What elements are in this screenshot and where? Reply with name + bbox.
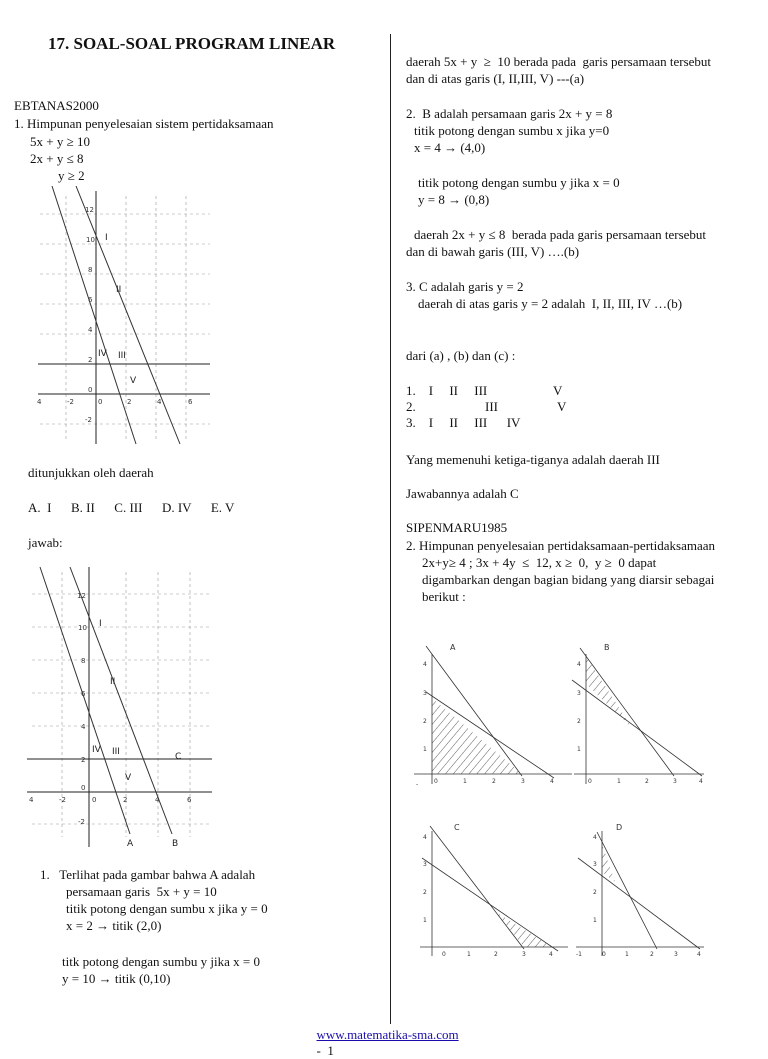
right-text: daerah 2x + y ≤ 8 berada pada garis persamaan tersebut bbox=[414, 227, 707, 242]
region-label: V bbox=[125, 773, 132, 783]
y-tick: 0 bbox=[81, 784, 86, 792]
summary-row-2: V bbox=[557, 399, 567, 414]
x-tick: 0 bbox=[98, 398, 103, 406]
question-2-text: berikut : bbox=[422, 589, 466, 604]
y-tick: 0 bbox=[88, 386, 93, 394]
page-title: 17. SOAL-SOAL PROGRAM LINEAR bbox=[48, 34, 336, 53]
right-text: dari (a) , (b) dan (c) : bbox=[406, 348, 516, 363]
explanation-3: titik potong dengan sumbu x jika y = 0 bbox=[66, 901, 268, 916]
summary-row-3: 3. I II III IV bbox=[406, 415, 521, 430]
x-tick: 4 bbox=[697, 951, 701, 958]
y-tick: 1 bbox=[577, 746, 581, 753]
y-tick: 3 bbox=[577, 690, 581, 697]
footer bbox=[310, 1011, 459, 1059]
y-tick: 6 bbox=[81, 690, 86, 698]
y-tick: 6 bbox=[88, 296, 93, 304]
axes bbox=[27, 567, 212, 847]
x-tick: 3 bbox=[522, 951, 526, 958]
graph-2 bbox=[22, 562, 222, 854]
option-graphs bbox=[412, 636, 768, 966]
inequality-1: 5x + y ≥ 10 bbox=[30, 134, 90, 149]
x-tick: 2 bbox=[645, 778, 649, 785]
grid bbox=[40, 196, 210, 441]
summary-row-2: 2. bbox=[406, 399, 416, 414]
region-label: II bbox=[116, 285, 122, 295]
explanation-5: titk potong dengan sumbu y jika x = 0 bbox=[62, 954, 260, 969]
region-label: III bbox=[118, 351, 126, 361]
graph-label: A bbox=[450, 643, 456, 652]
y-tick: 2 bbox=[423, 889, 427, 896]
column-divider bbox=[390, 34, 391, 1024]
right-text: x = 4 → (4,0) bbox=[414, 140, 486, 155]
source-label: EBTANAS2000 bbox=[14, 98, 99, 113]
y-tick: 8 bbox=[88, 266, 93, 274]
region-label: V bbox=[130, 376, 137, 386]
x-tick: 4 bbox=[155, 796, 160, 804]
y-tick: 2 bbox=[88, 356, 93, 364]
x-tick: 4 bbox=[550, 778, 554, 785]
summary-row-1: 1. I II III bbox=[406, 383, 488, 398]
minus-sign: - bbox=[416, 781, 419, 788]
source-label: SIPENMARU1985 bbox=[406, 520, 508, 535]
region-label: III bbox=[112, 747, 120, 757]
x-tick: 0 bbox=[588, 778, 592, 785]
y-tick: 12 bbox=[85, 206, 94, 214]
x-tick: 2 bbox=[127, 398, 132, 406]
x-tick: 0 bbox=[434, 778, 438, 785]
y-tick: 4 bbox=[593, 834, 597, 841]
y-tick: -2 bbox=[85, 416, 92, 424]
graph-label: D bbox=[616, 823, 623, 832]
footer-site-link[interactable]: www.matematika-sma.com bbox=[316, 1027, 459, 1042]
x-tick: 0 bbox=[602, 951, 606, 958]
graph-c bbox=[420, 823, 568, 958]
graph-1 bbox=[30, 186, 220, 448]
x-tick: 1 bbox=[467, 951, 471, 958]
graph-label: B bbox=[604, 643, 610, 652]
y-tick: 4 bbox=[81, 723, 86, 731]
summary-row-2: III bbox=[485, 399, 498, 414]
region-label: I bbox=[99, 619, 102, 629]
y-tick: 3 bbox=[423, 861, 427, 868]
explanation-1: 1. Terlihat pada gambar bahwa A adalah bbox=[40, 867, 256, 882]
y-tick: 4 bbox=[88, 326, 93, 334]
inequality-2: 2x + y ≤ 8 bbox=[30, 151, 84, 166]
line-label: B bbox=[172, 839, 179, 849]
y-tick: 2 bbox=[577, 718, 581, 725]
y-tick: 1 bbox=[593, 917, 597, 924]
region-label: IV bbox=[92, 745, 101, 755]
jawab-label: jawab: bbox=[28, 535, 63, 550]
x-tick: -2 bbox=[59, 796, 66, 804]
region-label: II bbox=[110, 677, 116, 687]
x-tick: 4 bbox=[37, 398, 42, 406]
x-tick: 4 bbox=[157, 398, 162, 406]
y-tick: -2 bbox=[78, 818, 85, 826]
right-text: dan di atas garis (I, II,III, V) ---(a) bbox=[406, 71, 585, 86]
x-tick: 6 bbox=[188, 398, 193, 406]
y-tick: 1 bbox=[423, 917, 427, 924]
x-tick: 0 bbox=[442, 951, 446, 958]
explanation-2: persamaan garis 5x + y = 10 bbox=[66, 884, 217, 899]
conclusion: Yang memenuhi ketiga-tiganya adalah daerah III bbox=[406, 452, 660, 467]
right-text: dan di bawah garis (III, V) ….(b) bbox=[406, 244, 580, 259]
x-tick: -1 bbox=[576, 951, 582, 958]
y-tick: 2 bbox=[81, 756, 86, 764]
x-tick: 2 bbox=[123, 796, 128, 804]
question-1-text: 1. Himpunan penyelesaian sistem pertidaksamaan bbox=[14, 116, 274, 131]
x-tick: 1 bbox=[463, 778, 467, 785]
x-tick: 4 bbox=[29, 796, 34, 804]
x-tick: 4 bbox=[549, 951, 553, 958]
line-label: A bbox=[127, 839, 134, 849]
x-tick: 4 bbox=[699, 778, 703, 785]
constraint-lines bbox=[40, 567, 172, 834]
x-tick: 2 bbox=[650, 951, 654, 958]
y-tick: 1 bbox=[423, 746, 427, 753]
y-tick: 12 bbox=[77, 592, 86, 600]
answer: Jawabannya adalah C bbox=[406, 486, 519, 501]
x-tick: 2 bbox=[492, 778, 496, 785]
explanation-6: y = 10 → titik (0,10) bbox=[62, 971, 171, 986]
right-text: y = 8 → (0,8) bbox=[418, 192, 490, 207]
y-tick: 4 bbox=[423, 661, 427, 668]
x-tick: 6 bbox=[187, 796, 192, 804]
line-label: C bbox=[175, 752, 182, 762]
right-text: titik potong dengan sumbu x jika y=0 bbox=[414, 123, 610, 138]
graph-b bbox=[572, 643, 704, 785]
x-tick: 3 bbox=[674, 951, 678, 958]
x-tick: 1 bbox=[625, 951, 629, 958]
y-tick: 10 bbox=[78, 624, 87, 632]
summary-row-1: V bbox=[553, 383, 563, 398]
y-tick: 3 bbox=[423, 690, 427, 697]
x-tick: 3 bbox=[521, 778, 525, 785]
graph-a bbox=[414, 643, 572, 788]
x-tick: 3 bbox=[673, 778, 677, 785]
inequality-3: y ≥ 2 bbox=[58, 168, 85, 183]
x-tick: 2 bbox=[494, 951, 498, 958]
prompt-text: ditunjukkan oleh daerah bbox=[28, 465, 154, 480]
right-text: daerah 5x + y ≥ 10 berada pada garis persamaan tersebut bbox=[406, 54, 712, 69]
right-text: titik potong dengan sumbu y jika x = 0 bbox=[418, 175, 620, 190]
right-text: 2. B adalah persamaan garis 2x + y = 8 bbox=[406, 106, 613, 121]
y-tick: 10 bbox=[86, 236, 95, 244]
right-text: 3. C adalah garis y = 2 bbox=[406, 279, 524, 294]
y-tick: 8 bbox=[81, 657, 86, 665]
right-text: daerah di atas garis y = 2 adalah I, II, III, IV …(b) bbox=[418, 296, 683, 311]
question-2-text: digambarkan dengan bagian bidang yang diarsir sebagai bbox=[422, 572, 715, 587]
y-tick: 4 bbox=[423, 834, 427, 841]
question-2-text: 2. Himpunan penyelesaian pertidaksamaan-pertidaksamaan bbox=[406, 538, 715, 553]
y-tick: 2 bbox=[423, 718, 427, 725]
region-label: I bbox=[105, 233, 108, 243]
answer-options: A. I B. II C. III D. IV E. V bbox=[28, 500, 235, 515]
x-tick: 1 bbox=[617, 778, 621, 785]
x-tick: -2 bbox=[67, 398, 74, 406]
y-tick: 2 bbox=[593, 889, 597, 896]
y-tick: 3 bbox=[593, 861, 597, 868]
graph-label: C bbox=[454, 823, 460, 832]
question-2-text: 2x+y≥ 4 ; 3x + 4y ≤ 12, x ≥ 0, y ≥ 0 dapat bbox=[422, 555, 657, 570]
explanation-4: x = 2 → titik (2,0) bbox=[66, 918, 162, 933]
graph-d bbox=[576, 823, 704, 958]
y-tick: 4 bbox=[577, 661, 581, 668]
x-tick: 0 bbox=[92, 796, 97, 804]
region-label: IV bbox=[98, 349, 107, 359]
page-number: - 1 bbox=[316, 1043, 334, 1058]
